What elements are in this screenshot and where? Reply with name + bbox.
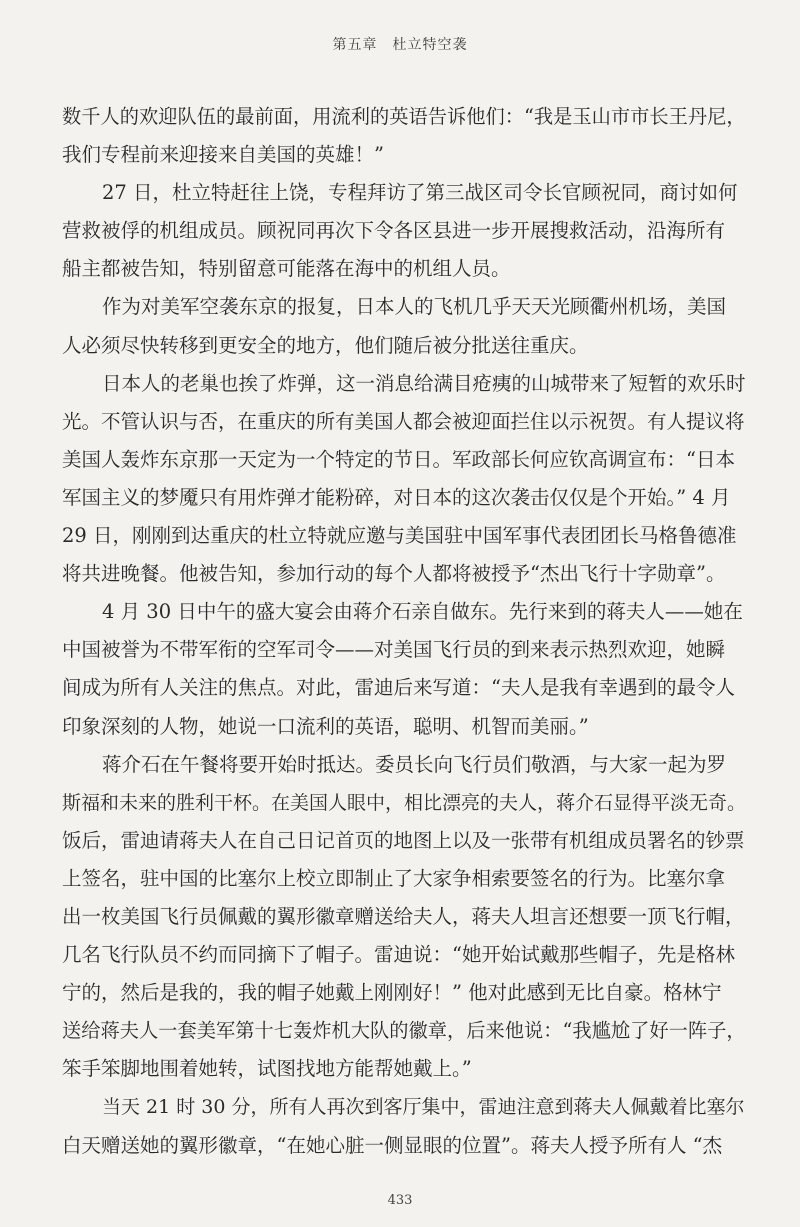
text-line: 蒋介石在午餐将要开始时抵达。委员长向飞行员们敬酒，与大家一起为罗 (102, 752, 727, 776)
text-line: 宁的，然后是我的，我的帽子她戴上刚刚好！” 他对此感到无比自豪。格林宁 (62, 981, 722, 1005)
text-line: 出一枚美国飞行员佩戴的翼形徽章赠送给夫人，蒋夫人坦言还想要一顶飞行帽， (62, 904, 745, 928)
text-line: 印象深刻的人物，她说一口流利的英语，聪明、机智而美丽。” (62, 714, 589, 738)
text-line: 送给蒋夫人一套美军第十七轰炸机大队的徽章，后来他说：“我尴尬了好一阵子， (62, 1019, 746, 1043)
text-line: 上签名，驻中国的比塞尔上校立即制止了大家争相索要签名的行为。比塞尔拿 (62, 866, 726, 890)
text-line: 将共进晚餐。他被告知，参加行动的每个人都将被授予“杰出飞行十字勋章”。 (62, 562, 726, 586)
text-line: 人必须尽快转移到更安全的地方，他们随后被分批送往重庆。 (62, 333, 589, 357)
text-line: 斯福和未来的胜利干杯。在美国人眼中，相比漂亮的夫人，蒋介石显得平淡无奇。 (62, 791, 747, 814)
text-line: 4 月 30 日中午的盛大宴会由蒋介石亲自做东。先行来到的蒋夫人——她在 (102, 600, 743, 624)
text-line: 我们专程前来迎接来自美国的英雄！” (62, 143, 384, 167)
text-line: 当天 21 时 30 分，所有人再次到客厅集中，雷迪注意到蒋夫人佩戴着比塞尔 (102, 1096, 745, 1119)
text-line: 美国人轰炸东京那一天定为一个特定的节日。军政部长何应钦高调宣布：“日本 (62, 447, 735, 471)
body-text (62, 98, 746, 1165)
text-line: 29 日，刚刚到达重庆的杜立特就应邀与美国驻中国军事代表团团长马格鲁德准 (62, 524, 737, 548)
running-head-chapter-title: 第五章 杜立特空袭 (332, 37, 468, 53)
text-line: 军国主义的梦魇只有用炸弹才能粉碎，对日本的这次袭击仅仅是个开始。” 4 月 (62, 485, 731, 509)
text-line: 间成为所有人关注的焦点。对此，雷迪后来写道：“夫人是我有幸遇到的最令人 (62, 676, 735, 700)
text-line: 几名飞行队员不约而同摘下了帽子。雷迪说：“她开始试戴那些帽子，先是格林 (62, 943, 735, 967)
text-line: 白天赠送她的翼形徽章，“在她心脏一侧显眼的位置”。蒋夫人授予所有人 “杰 (62, 1133, 723, 1157)
text-line: 作为对美军空袭东京的报复，日本人的飞机几乎天天光顾衢州机场，美国 (102, 295, 727, 319)
text-line: 27 日，杜立特赶往上饶，专程拜访了第三战区司令长官顾祝同，商讨如何 (102, 181, 738, 205)
text-line: 日本人的老巢也挨了炸弹，这一消息给满目疮痍的山城带来了短暂的欢乐时 (102, 371, 746, 395)
text-line: 船主都被告知，特别留意可能落在海中的机组人员。 (62, 257, 511, 281)
page-number: 433 (387, 1193, 413, 1208)
text-line: 饭后，雷迪请蒋夫人在自己日记首页的地图上以及一张带有机组成员署名的钞票 (62, 828, 745, 852)
text-line: 数千人的欢迎队伍的最前面，用流利的英语告诉他们：“我是玉山市市长王丹尼， (62, 105, 746, 128)
text-line: 中国被誉为不带军衔的空军司令——对美国飞行员的到来表示热烈欢迎，她瞬 (62, 638, 726, 662)
text-line: 光。不管认识与否，在重庆的所有美国人都会被迎面拦住以示祝贺。有人提议将 (62, 409, 745, 433)
text-line: 笨手笨脚地围着她转，试图找地方能帮她戴上。” (62, 1057, 472, 1081)
text-line: 营救被俘的机组成员。顾祝同再次下令各区县进一步开展搜救活动，沿海所有 (62, 219, 726, 243)
